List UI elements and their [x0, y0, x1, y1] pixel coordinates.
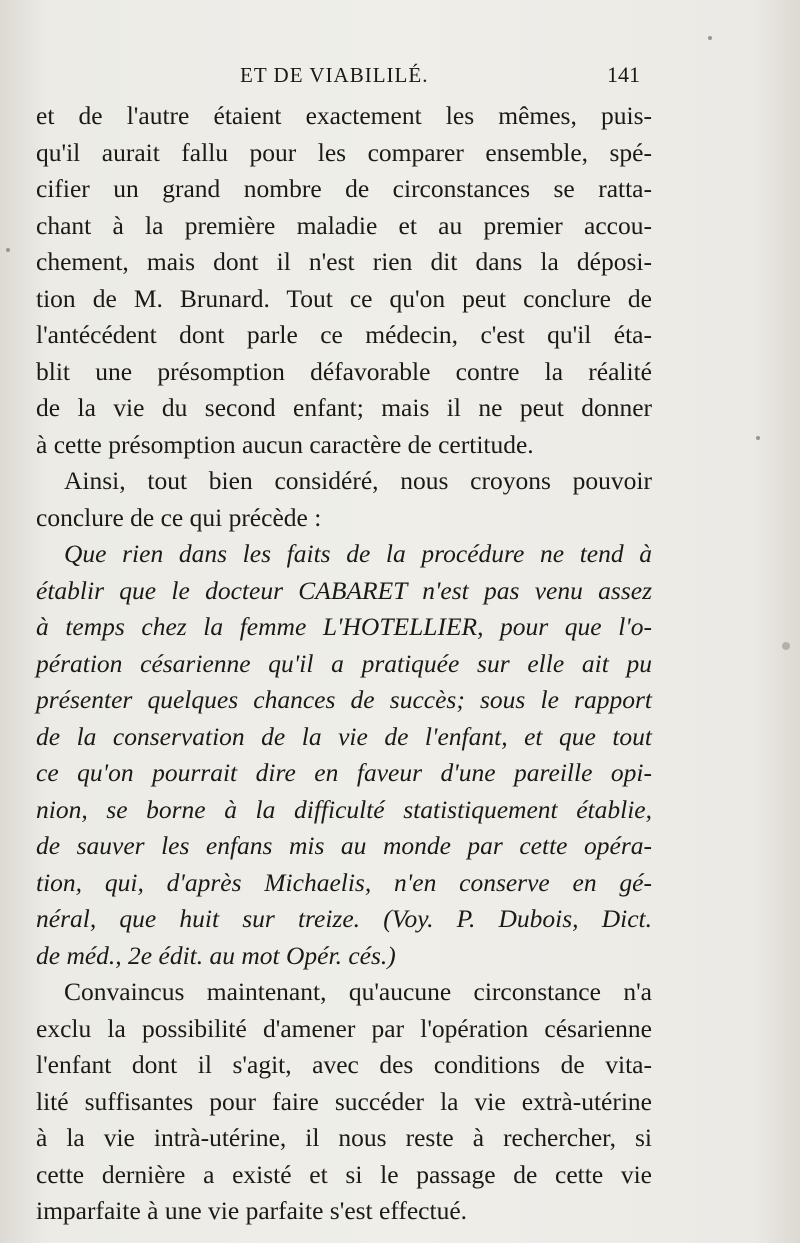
page-header: [240, 58, 640, 98]
text-line: de la conservation de la vie de l'enfant, et que tout: [36, 721, 652, 751]
text-line: blit une présomption défavorable contre la réalité: [36, 356, 652, 386]
text-line: Ainsi, tout bien considéré, nous croyons pouvoir: [64, 466, 652, 495]
text-line: néral, que huit sur treize. (Voy. P. Dubois, Dict.: [36, 904, 652, 933]
text-line: exclu la possibilité d'amener par l'opération césarienne: [36, 1013, 652, 1043]
paper-speck: [708, 36, 712, 40]
text-line: Que rien dans les faits de la procédure ne tend à: [64, 539, 652, 568]
text-line: de sauver les enfans mis au monde par cette opéra-: [36, 831, 652, 860]
text-line: l'antécédent dont parle ce médecin, c'est qu'il éta-: [36, 320, 652, 349]
text-line: cette dernière a existé et si le passage de cette vie: [36, 1159, 652, 1189]
text-line: nion, se borne à la difficulté statistiquement établie,: [36, 794, 652, 824]
paper-speck: [756, 436, 760, 440]
paragraph-4: [36, 974, 652, 1230]
text-line: présenter quelques chances de succès; sous le rapport: [36, 685, 652, 714]
text-line: à la vie intrà-utérine, il nous reste à rechercher, si: [36, 1123, 652, 1152]
text-line: et de l'autre étaient exactement les mêmes, puis-: [36, 101, 652, 130]
conclusion-paragraph: [36, 536, 652, 974]
text-line: lité suffisantes pour faire succéder la vie extrà-utérine: [36, 1086, 652, 1116]
text-line: à temps chez la femme L'HOTELLIER, pour que l'o-: [36, 612, 652, 641]
text-line: pération césarienne qu'il a pratiquée sur elle ait pu: [36, 648, 652, 678]
paragraph-2: [36, 463, 652, 536]
text-line: de méd., 2e édit. au mot Opér. cés.): [36, 940, 396, 970]
page-number: 141: [607, 62, 640, 87]
text-line: Convaincus maintenant, qu'aucune circonstance n'a: [64, 977, 652, 1006]
paper-speck: [6, 248, 10, 252]
paragraph-1: [36, 98, 652, 463]
paper-speck: [782, 642, 790, 650]
body-text: [36, 98, 652, 1230]
text-line: établir que le docteur CABARET n'est pas venu assez: [36, 575, 652, 605]
text-line: tion, qui, d'après Michaelis, n'en conserve en gé-: [36, 867, 652, 897]
text-line: à cette présomption aucun caractère de certitude.: [36, 429, 534, 459]
running-title: ET DE VIABILILÉ.: [240, 63, 429, 87]
text-line: imparfaite à une vie parfaite s'est effectué.: [36, 1196, 468, 1225]
text-line: l'enfant dont il s'agit, avec des conditions de vita-: [36, 1050, 652, 1079]
text-line: cifier un grand nombre de circonstances se ratta-: [36, 174, 652, 203]
text-line: tion de M. Brunard. Tout ce qu'on peut conclure de: [36, 283, 652, 313]
text-line: chant à la première maladie et au premier accou-: [36, 210, 652, 240]
text-line: qu'il aurait fallu pour les comparer ensemble, spé-: [36, 137, 652, 167]
text-line: ce qu'on pourrait dire en faveur d'une pareille opi-: [36, 758, 652, 787]
text-line: conclure de ce qui précède :: [36, 502, 322, 532]
text-line: de la vie du second enfant; mais il ne peut donner: [36, 393, 652, 422]
text-line: chement, mais dont il n'est rien dit dans la déposi-: [36, 247, 652, 276]
